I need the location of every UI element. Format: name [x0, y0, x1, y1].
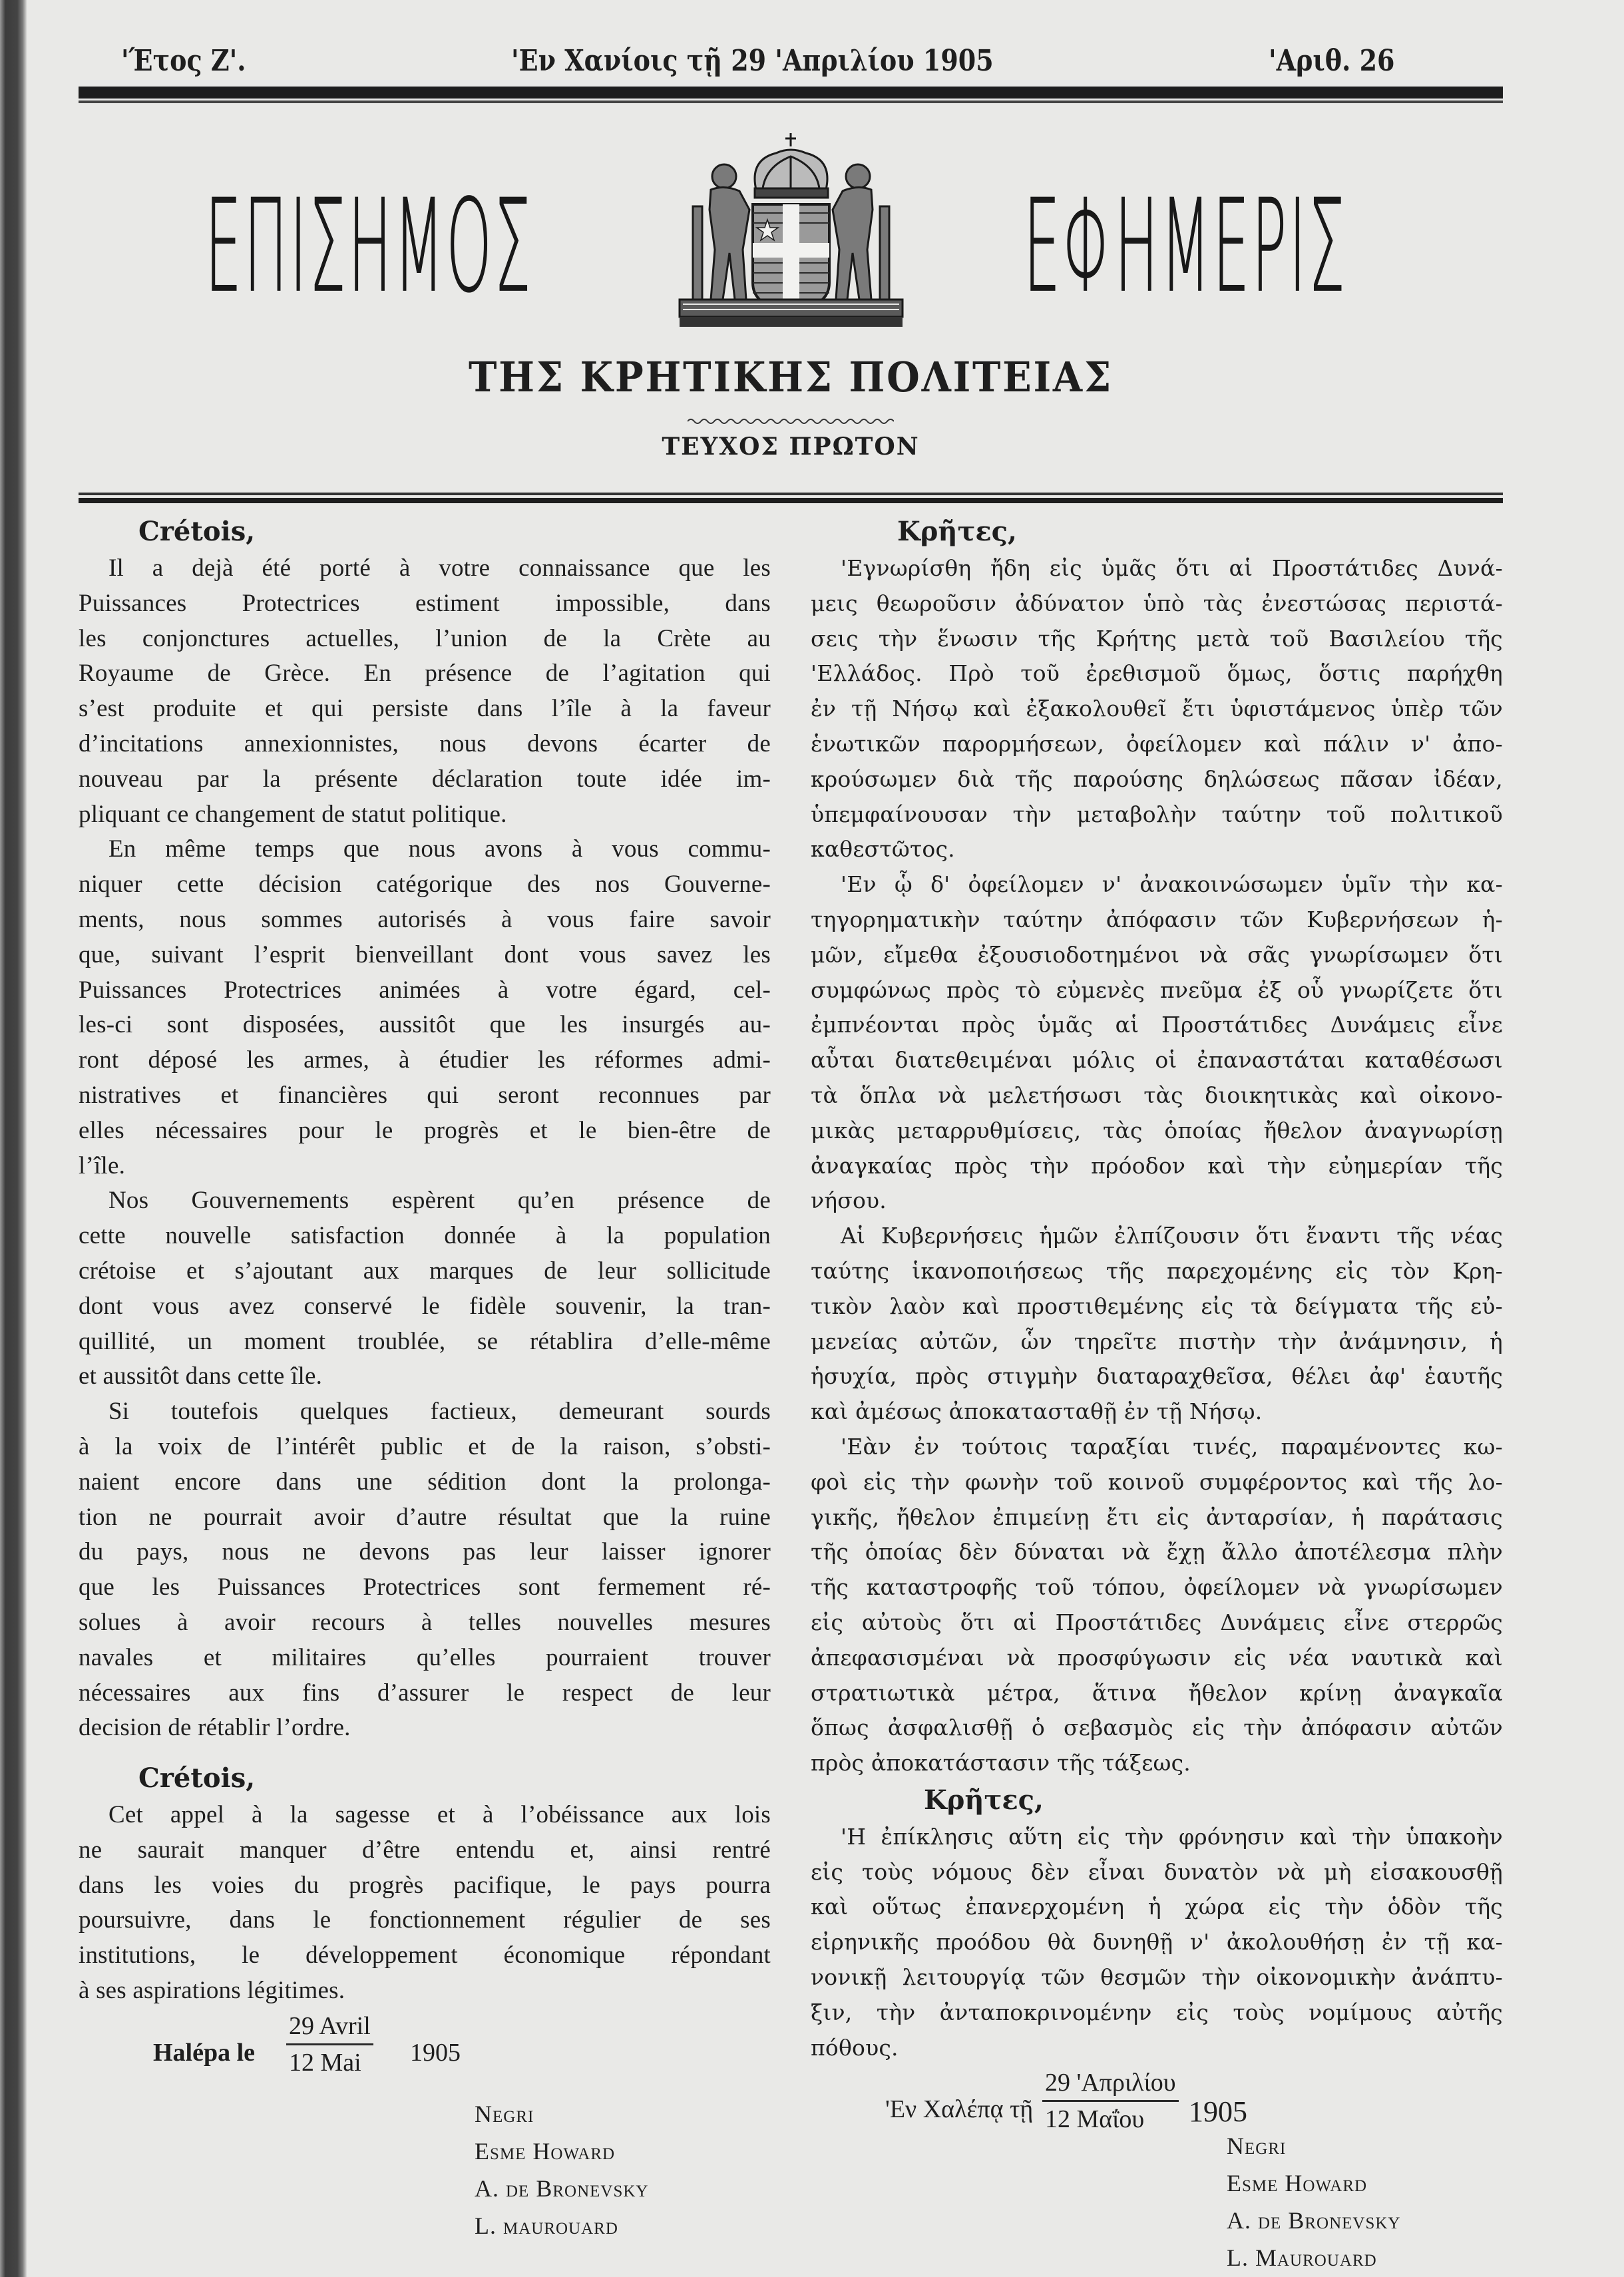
text-line: ὑπεμφαίνουσαν τὴν μεταβολὴν ταύτην τοῦ πολιτικοῦ — [811, 801, 1503, 827]
text-line: naient encore dans une sédition dont la prolonga- — [79, 1468, 771, 1496]
text-line: σεις τὴν ἕνωσιν τῆς Κρήτης μετὰ τοῦ Βασιλείου τῆς — [811, 625, 1503, 652]
signature-name: Negri — [475, 2100, 534, 2127]
text-line: 'Εγνωρίσθη ἤδη εἰς ὑμᾶς ὅτι αἱ Προστάτιδες Δυνά- — [841, 555, 1503, 581]
signature-name: A. de Bronevsky — [475, 2174, 649, 2202]
text-line: συμφώνως πρὸς τὸ εὐμενὲς πνεῦμα ἐξ οὗ γνωρίζετε ὅτι — [811, 976, 1503, 1003]
greek-body-part2 — [811, 1820, 1503, 2066]
text-line: Royaume de Grèce. En présence de l’agitation qui — [79, 660, 771, 688]
french-heading-second: Crétois, — [138, 1762, 256, 1794]
text-line: εἰς τοὺς νόμους δὲν εἶναι δυνατὸν νὰ μὴ εἰσακουσθῇ — [811, 1858, 1503, 1885]
text-line: 'Εὰν ἐν τούτοις ταραξίαι τινές, παραμένοντες κω- — [841, 1433, 1503, 1460]
greek-date-year: 1905 — [1189, 2095, 1247, 2129]
text-line: κρούσωμεν διὰ τῆς παρούσης δηλώσεως πᾶσαν ἰδέαν, — [811, 765, 1503, 792]
french-date-year: 1905 — [410, 2038, 461, 2067]
text-line: πόθους. — [811, 2034, 899, 2061]
text-line: 'Η ἐπίκλησις αὕτη εἰς τὴν φρόνησιν καὶ τὴν ὑπακοὴν — [841, 1823, 1503, 1850]
text-line: καθεστῶτος. — [811, 836, 955, 863]
text-line: les-ci sont disposées, aussitôt que les insurgés au- — [79, 1011, 771, 1039]
header-rule-thick — [79, 87, 1503, 99]
text-line: et aussitôt dans cette île. — [79, 1362, 323, 1390]
text-line: Puissances Protectrices animées à votre égard, cel- — [79, 976, 771, 1004]
text-line: s’est produite et qui persiste dans l’île à la faveur — [79, 695, 771, 723]
text-line: En même temps que nous avons à vous commu- — [108, 835, 771, 863]
text-line: ἀναγκαίας πρὸς τὴν πρόοδον καὶ τὴν εὐημερίαν τῆς — [811, 1152, 1503, 1179]
text-line: l’île. — [79, 1151, 126, 1179]
text-line: nouveau par la présente déclaration toute idée im- — [79, 765, 771, 793]
text-line: Si toutefois quelques factieux, demeurant sourds — [108, 1398, 771, 1426]
text-line: institutions, le développement économique répondant — [79, 1942, 771, 1969]
text-line: ἐμπνέονται πρὸς ὑμᾶς αἱ Προστάτιδες Δυνάμεις εἶνε — [811, 1012, 1503, 1038]
greek-heading: Κρῆτες, — [897, 516, 1017, 547]
text-line: εἰς αὐτοὺς ὅτι αἱ Προστάτιδες Δυνάμεις εἶνε στερρῶς — [811, 1609, 1503, 1635]
text-line: dont vous avez conservé le fidèle souvenir, la tran- — [79, 1292, 771, 1320]
text-line: ξιν, τὴν ἀνταποκρινομένην εἰς τοὺς νομίμους αὐτῆς — [811, 1999, 1503, 2025]
text-line: navales et militaires qu’elles pourraient trouver — [79, 1643, 771, 1671]
signature-name: L. Maurouard — [1227, 2244, 1377, 2272]
greek-date-bottom: 12 Μαΐου — [1045, 2105, 1145, 2134]
text-line: ὅπως ἀσφαλισθῇ ὁ σεβασμὸς εἰς τὴν ἀπόφασιν αὐτῶν — [811, 1715, 1503, 1741]
text-line: εἰρηνικῆς προόδου θὰ δυνηθῇ ν' ἀκολουθήσῃ ἐν τῇ κα- — [811, 1929, 1503, 1956]
french-date-bottom: 12 Mai — [289, 2048, 361, 2077]
text-line: ront déposé les armes, à étudier les réformes admi- — [79, 1046, 771, 1074]
issue-year: 'Έτος Ζ'. — [121, 43, 246, 78]
section-rule-thin — [79, 493, 1503, 495]
text-line: πρὸς ἀποκατάστασιν τῆς τάξεως. — [811, 1750, 1191, 1776]
text-line: pliquant ce changement de statut politique. — [79, 800, 507, 828]
text-line: μῶν, εἴμεθα ἐξουσιοδοτημένοι νὰ σᾶς γνωρίσωμεν ὅτι — [811, 941, 1503, 968]
text-line: Il a dejà été porté à votre connaissance que les — [108, 554, 771, 582]
greek-dateline — [811, 2065, 1503, 2142]
wavy-divider — [688, 417, 894, 426]
greek-body-part1 — [811, 551, 1503, 1781]
text-line: poursuivre, dans le fonctionnement régulier de ses — [79, 1906, 771, 1934]
text-line: d’incitations annexionnistes, nous devons écarter de — [79, 729, 771, 757]
text-line: cette nouvelle satisfaction donnée à la population — [79, 1222, 771, 1250]
text-line: γικῆς, ἤθελον ἐπιμείνῃ ἔτι εἰς ἀνταρσίαν, ἡ παράτασις — [811, 1504, 1503, 1530]
gazette-page — [79, 0, 1503, 2277]
masthead-left-word: ΕΠΙΣΗΜΟΣ — [205, 172, 533, 321]
text-line: Cet appel à la sagesse et à l’obéissance aux lois — [108, 1801, 771, 1829]
issue-label: ΤΕΥΧΟΣ ΠΡΩΤΟΝ — [662, 433, 920, 461]
text-line: dans les voies du progrès pacifique, le pays pourra — [79, 1871, 771, 1899]
french-heading: Crétois, — [138, 516, 256, 547]
signature-name: Negri — [1227, 2133, 1287, 2160]
text-line: niquer cette décision catégorique des nos Gouverne- — [79, 871, 771, 899]
text-line: ἐν τῇ Νήσῳ καὶ ἐξακολουθεῖ ἔτι ὑφιστάμενος ὑπὲρ τῶν — [811, 696, 1503, 722]
signature-name: Esme Howard — [1227, 2170, 1368, 2197]
issue-number: 'Αριθ. 26 — [1269, 43, 1395, 78]
text-line: τικὸν λαὸν καὶ προστιθεμένης εἰς τὰ δείγματα τῆς εὐ- — [811, 1293, 1503, 1319]
greek-date-top: 29 'Απριλίου — [1042, 2065, 1179, 2102]
text-line: nistratives et financières qui seront reconnues par — [79, 1081, 771, 1109]
text-line: αὗται διατεθειμέναι μόλις οἱ ἐπαναστάται καταθέσωσι — [811, 1047, 1503, 1074]
text-line: ἑνωτικῶν παρορμήσεων, ὀφείλομεν καὶ πάλιν ν' ἀπο- — [811, 730, 1503, 757]
french-body-part2 — [79, 1798, 771, 2009]
text-line: φοὶ εἰς τὴν φωνὴν τοῦ κοινοῦ συμφέροντος καὶ τῆς λο- — [811, 1468, 1503, 1495]
text-line: que les Puissances Protectrices sont fermement ré- — [79, 1573, 771, 1601]
text-line: μικὰς μεταρρυθμίσεις, τὰς ὁποίας ἤθελον ἀναγνωρίσῃ — [811, 1117, 1503, 1143]
text-line: elles nécessaires pour le progrès et le bien-être de — [79, 1116, 771, 1144]
text-line: ταύτης ἱκανοποιήσεως τῆς παρεχομένης εἰς τὸν Κρη- — [811, 1257, 1503, 1284]
text-line: νονικῇ λειτουργίᾳ τῶν θεσμῶν τὴν οἰκονομικὴν ἀνάπτυ- — [811, 1964, 1503, 1991]
french-date-fraction — [286, 2009, 373, 2080]
text-line: καὶ ἀμέσως ἀποκατασταθῇ ἐν τῇ Νήσῳ. — [811, 1398, 1263, 1425]
greek-date-place: 'Εν Χαλέπᾳ τῇ — [885, 2095, 1034, 2124]
text-line: 'Εν ᾧ δ' ὀφείλομεν ν' ἀνακοινώσωμεν ὑμῖν τὴν κα- — [841, 871, 1503, 898]
text-line: à la voix de l’intérêt public et de la raison, s’obsti- — [79, 1432, 771, 1460]
issue-date: 'Εν Χανίοις τῇ 29 'Απριλίου 1905 — [511, 43, 994, 78]
french-date-top: 29 Avril — [286, 2009, 373, 2045]
french-dateline — [79, 2009, 771, 2095]
french-signatures — [79, 2095, 771, 2244]
text-line: τηγορηματικὴν ταύτην ἀπόφασιν τῶν Κυβερνήσεων ἡ- — [811, 906, 1503, 932]
text-line: tion ne pourrait avoir d’autre résultat que la ruine — [79, 1503, 771, 1531]
text-line: ne saurait manquer d’être entendu et, ainsi rentré — [79, 1836, 771, 1864]
text-line: ments, nous sommes autorisés à vous faire savoir — [79, 905, 771, 933]
text-line: 'Ελλάδος. Πρὸ τοῦ ἐρεθισμοῦ ὅμως, ὅστις παρήχθη — [811, 660, 1503, 687]
greek-signatures — [811, 2127, 1503, 2276]
text-line: quillité, un moment troublée, se rétablira d’elle-même — [79, 1327, 771, 1355]
issue-info-bar — [79, 41, 1503, 81]
text-line: à ses aspirations légitimes. — [79, 1977, 345, 2005]
text-line: καὶ οὕτως ἐπανερχομένη ἡ χώρα εἰς τὴν ὁδὸν τῆς — [811, 1894, 1503, 1920]
text-line: Αἱ Κυβερνήσεις ἡμῶν ἐλπίζουσιν ὅτι ἔναντι τῆς νέας — [841, 1223, 1503, 1249]
text-line: μεις θεωροῦσιν ἀδύνατον ὑπὸ τὰς ἐνεστώσας περιστά- — [811, 590, 1503, 616]
french-date-place: Halépa le — [153, 2038, 256, 2067]
french-body-part1 — [79, 551, 771, 1746]
signature-name: L. maurouard — [475, 2212, 618, 2239]
text-line: que, suivant l’esprit bienveillant dont vous savez les — [79, 940, 771, 968]
text-line: Puissances Protectrices estiment impossible, dans — [79, 589, 771, 617]
text-line: μενείας αὐτῶν, ὧν τηρεῖτε πιστὴν τὴν ἀνάμνησιν, ἡ — [811, 1328, 1503, 1354]
signature-name: Esme Howard — [475, 2137, 616, 2165]
text-line: du pays, nous ne devons pas leur laisser ignorer — [79, 1538, 771, 1566]
coat-of-arms-icon — [676, 130, 906, 329]
french-column — [79, 513, 771, 2244]
text-line: ἡσυχία, πρὸς στιγμὴν διαταραχθεῖσα, θέλει ἀφ' ἑαυτῆς — [811, 1363, 1503, 1390]
section-rule-thick — [79, 498, 1503, 503]
text-line: τῆς ὁποίας δὲν δύναται νὰ ἔχῃ ἄλλο ἀποτέλεσμα πλὴν — [811, 1539, 1503, 1565]
text-line: ἀπεφασισμέναι νὰ προσφύγωσιν εἰς νέα ναυτικὰ καὶ — [811, 1644, 1503, 1671]
text-line: solues à avoir recours à telles nouvelles mesures — [79, 1608, 771, 1636]
text-line: τὰ ὅπλα νὰ μελετήσωσι τὰς διοικητικὰς καὶ οἰκονο- — [811, 1082, 1503, 1108]
text-line: les conjonctures actuelles, l’union de la Crète au — [79, 624, 771, 652]
text-line: Nos Gouvernements espèrent qu’en présence de — [108, 1187, 771, 1215]
page-binding-edge — [0, 0, 27, 2277]
masthead-subtitle: ΤΗΣ ΚΡΗΤΙΚΗΣ ΠΟΛΙΤΕΙΑΣ — [468, 353, 1114, 401]
masthead-right-word: ΕΦΗΜΕΡΙΣ — [1024, 172, 1348, 321]
text-line: νήσου. — [811, 1187, 887, 1214]
text-line: decision de rétablir l’ordre. — [79, 1714, 351, 1742]
greek-heading-second: Κρῆτες, — [924, 1784, 1044, 1816]
text-line: τῆς καταστροφῆς τοῦ τόπου, ὀφείλομεν νὰ γνωρίσωμεν — [811, 1574, 1503, 1601]
greek-date-fraction — [1042, 2065, 1179, 2137]
text-line: crétoise et s’ajoutant aux marques de leur sollicitude — [79, 1257, 771, 1285]
greek-column — [811, 513, 1503, 2276]
signature-name: A. de Bronevsky — [1227, 2207, 1401, 2234]
header-rule-thin — [79, 101, 1503, 103]
text-line: στρατιωτικὰ μέτρα, ἅτινα ἤθελον κρίνῃ ἀναγκαῖα — [811, 1679, 1503, 1706]
text-line: nécessaires aux fins d’assurer le respect de leur — [79, 1679, 771, 1707]
